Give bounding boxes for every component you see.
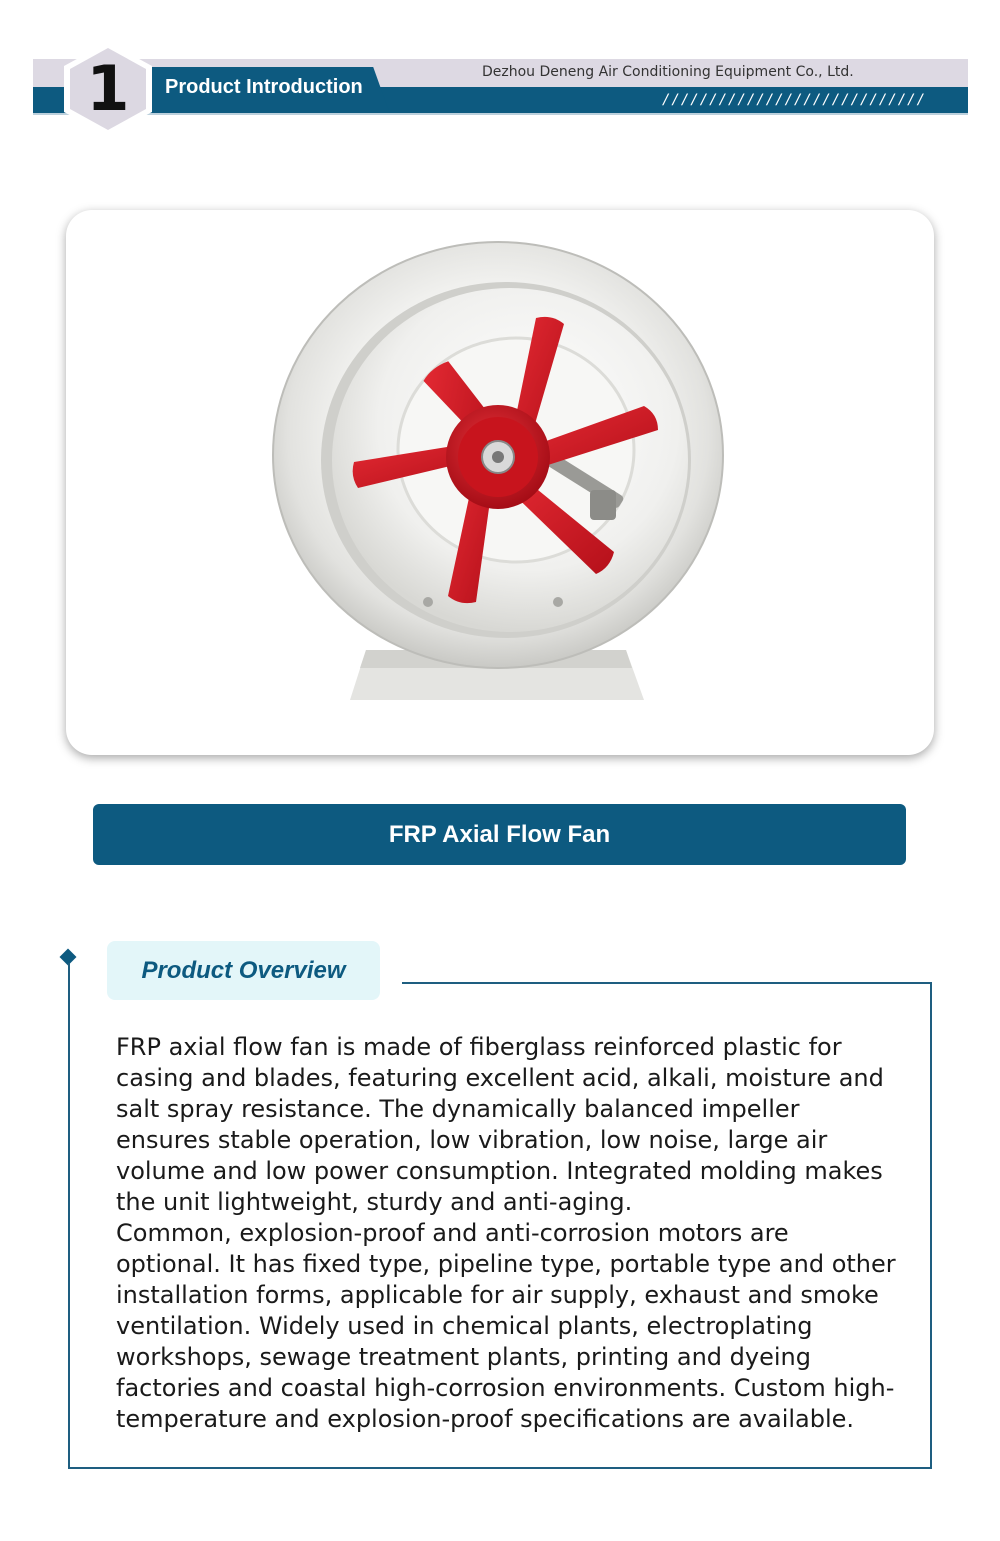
overview-heading: Product Overview bbox=[107, 941, 380, 1000]
overview-body bbox=[116, 1032, 896, 1435]
overview-right-border bbox=[930, 982, 932, 1469]
product-image-card bbox=[66, 210, 934, 755]
overview-paragraph: FRP axial flow fan is made of fiberglass reinforced plastic for casing and blades, featuring excellent acid, alkali, moisture and salt spray resistance. The dynamically balanced impeller ensures stable operation, low vibration, low noise, large air volume and low power consumption. Integrated molding makes the unit lightweight, sturdy and anti-aging. bbox=[116, 1033, 884, 1216]
section-title: Product Introduction bbox=[165, 76, 363, 98]
header-underline bbox=[33, 113, 968, 115]
overview-bottom-border bbox=[68, 1467, 932, 1469]
section-header bbox=[0, 0, 1000, 140]
company-name: Dezhou Deneng Air Conditioning Equipment Co., Ltd. bbox=[482, 64, 854, 80]
overview-paragraph: Common, explosion-proof and anti-corrosion motors are optional. It has fixed type, pipeline type, portable type and other installation forms, applicable for air supply, exhaust and smoke ventilation. Widely used in chemical plants, electroplating workshops, sewage treatment plants, printing and dyeing factories and coastal high-corrosion environments. Custom high-temperature and explosion-proof specifications are available. bbox=[116, 1219, 896, 1433]
decorative-slashes: //////////////////////////// bbox=[662, 92, 927, 108]
overview-top-border bbox=[402, 982, 932, 984]
section-number: 1 bbox=[86, 51, 130, 125]
product-name-banner: FRP Axial Flow Fan bbox=[93, 804, 906, 865]
axial-fan-image bbox=[66, 210, 934, 755]
overview-left-border bbox=[68, 963, 70, 1468]
